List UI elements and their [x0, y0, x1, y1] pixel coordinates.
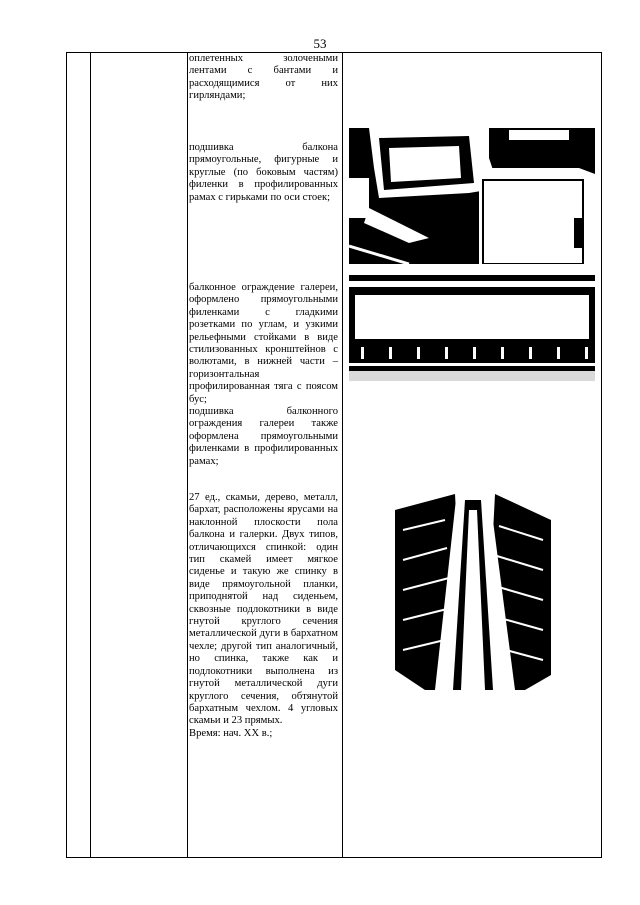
photo-balcony-ceiling — [349, 128, 595, 264]
photo-gallery-railing — [349, 275, 595, 381]
column-divider — [90, 53, 91, 857]
column-divider — [342, 53, 343, 857]
description-benches: 27 ед., скамьи, дерево, металл, бархат, расположены ярусами на наклонной плоскости пола балкона и галерки. Двух типов, отличающихся спинкой: один тип скамей имеет мягкое сиденье и такую же спинку в виде прямоугольной планки, приподнятой над сиденьем, сквозные подлокотники в виде гнутой круглого сечения металлической дуги в бархатном чехле; другой тип аналогичный, но спинка, также как и подлокотники выполнена из гнутой металлической дуги круглого сечения, обтянутой бархатным чехлом. 4 угловых скамьи и 23 прямых. Время: нач. XX в.; — [189, 492, 338, 739]
photo-benches — [395, 490, 551, 690]
page-number: 53 — [313, 36, 327, 51]
description-garlands: оплетенных золочеными лентами с бантами и расходящимися от них гирляндами; — [189, 53, 338, 102]
description-balcony-ceiling: подшивка балкона прямоугольные, фигурные и круглые (по боковым частям) филенки в профилированных рамах с гирьками по оси стоек; — [189, 142, 338, 203]
description-gallery-railing: балконное ограждение галереи, оформлено прямоугольными филенками с гладкими розетками по углам, и узкими рельефными стойками в виде стилизованных кронштейнов с волютами, в нижней части – горизонтальная профилированная тяга с поясом бус; подшивка балконного ограждения галереи также оформлена прямоугольными филенками в профилированных рамах; — [189, 282, 338, 467]
column-divider — [187, 53, 188, 857]
